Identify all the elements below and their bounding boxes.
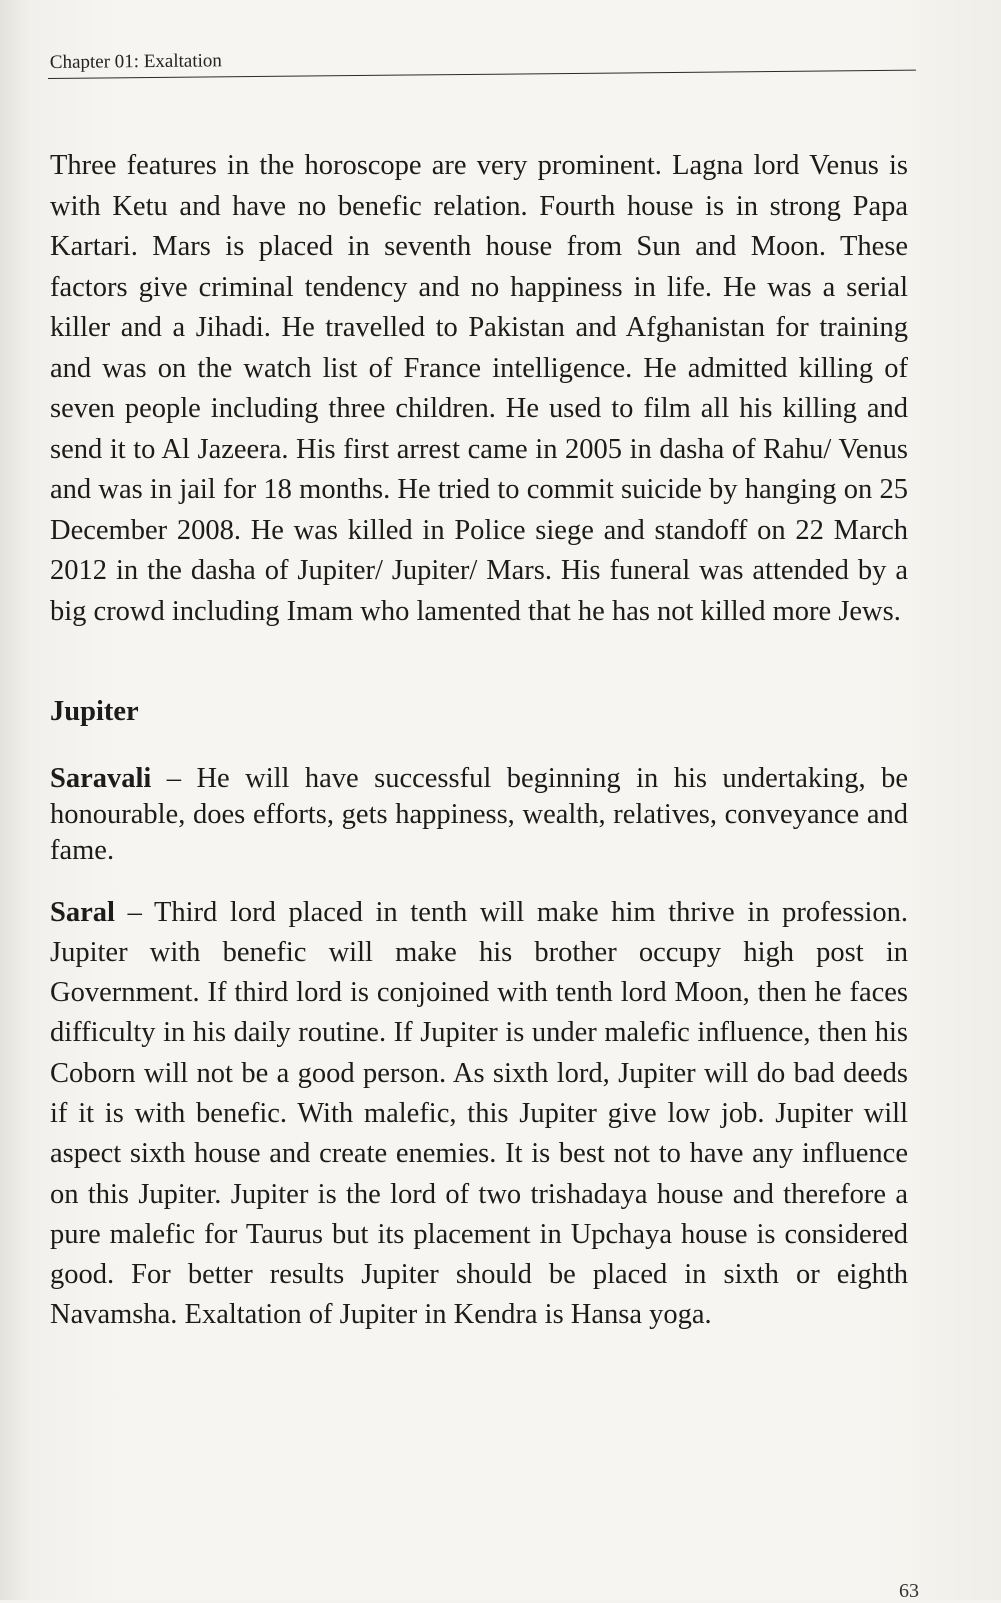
page-number: 63 [899,1580,919,1602]
section-heading: Jupiter [50,696,139,727]
running-header [48,38,916,79]
saravali-separator: – [151,762,197,794]
saral-text: Third lord placed in tenth will make him thrive in profession. Jupiter with benefic will make his brother occupy high post in Government. If third lord is conjoined with tenth lord Moon, then he faces difficulty in his daily routine. If Jupiter is under malefic influence, then his Coborn will not be a good person. As sixth lord, Jupiter will do bad deeds if it is with benefic. With malefic, this Jupiter give low job. Jupiter will aspect sixth house and create enemies. It is best not to have any influence on this Jupiter. Jupiter is the lord of two trishadaya house and therefore a pure malefic for Taurus but its placement in Upchaya house is considered good. For better results Jupiter should be placed in sixth or eighth Navamsha. Exaltation of Jupiter in Kendra is Hansa yoga. [50,896,908,1331]
saravali-label: Saravali [50,762,152,794]
body-text [50,146,908,1336]
chapter-title: Chapter 01: Exaltation [49,50,222,73]
saral-label: Saral [50,896,115,928]
saral-paragraph [50,893,908,1336]
saral-separator: – [114,896,154,928]
intro-paragraph: Three features in the horoscope are very prominent. Lagna lord Venus is with Ketu and have no benefic relation. Fourth house is in strong Papa Kartari. Mars is placed in seventh house from Sun and Moon. These factors give criminal tendency and no happiness in life. He was a serial killer and a Jihadi. He travelled to Pakistan and Afghanistan for training and was on the watch list of France intelligence. He admitted killing of seven people including three children. He used to film all his killing and send it to Al Jazeera. His first arrest came in 2005 in dasha of Rahu/ Venus and was in jail for 18 months. He tried to commit suicide by hanging on 25 December 2008. He was killed in Police siege and standoff on 22 March 2012 in the dasha of Jupiter/ Jupiter/ Mars. His funeral was attended by a big crowd including Imam who lamented that he has not killed more Jews. [50,150,908,627]
saravali-text: He will have successful beginning in his undertaking, be honourable, does efforts, gets happiness, wealth, relatives, conveyance and fame. [50,762,908,866]
saravali-paragraph [50,761,908,869]
